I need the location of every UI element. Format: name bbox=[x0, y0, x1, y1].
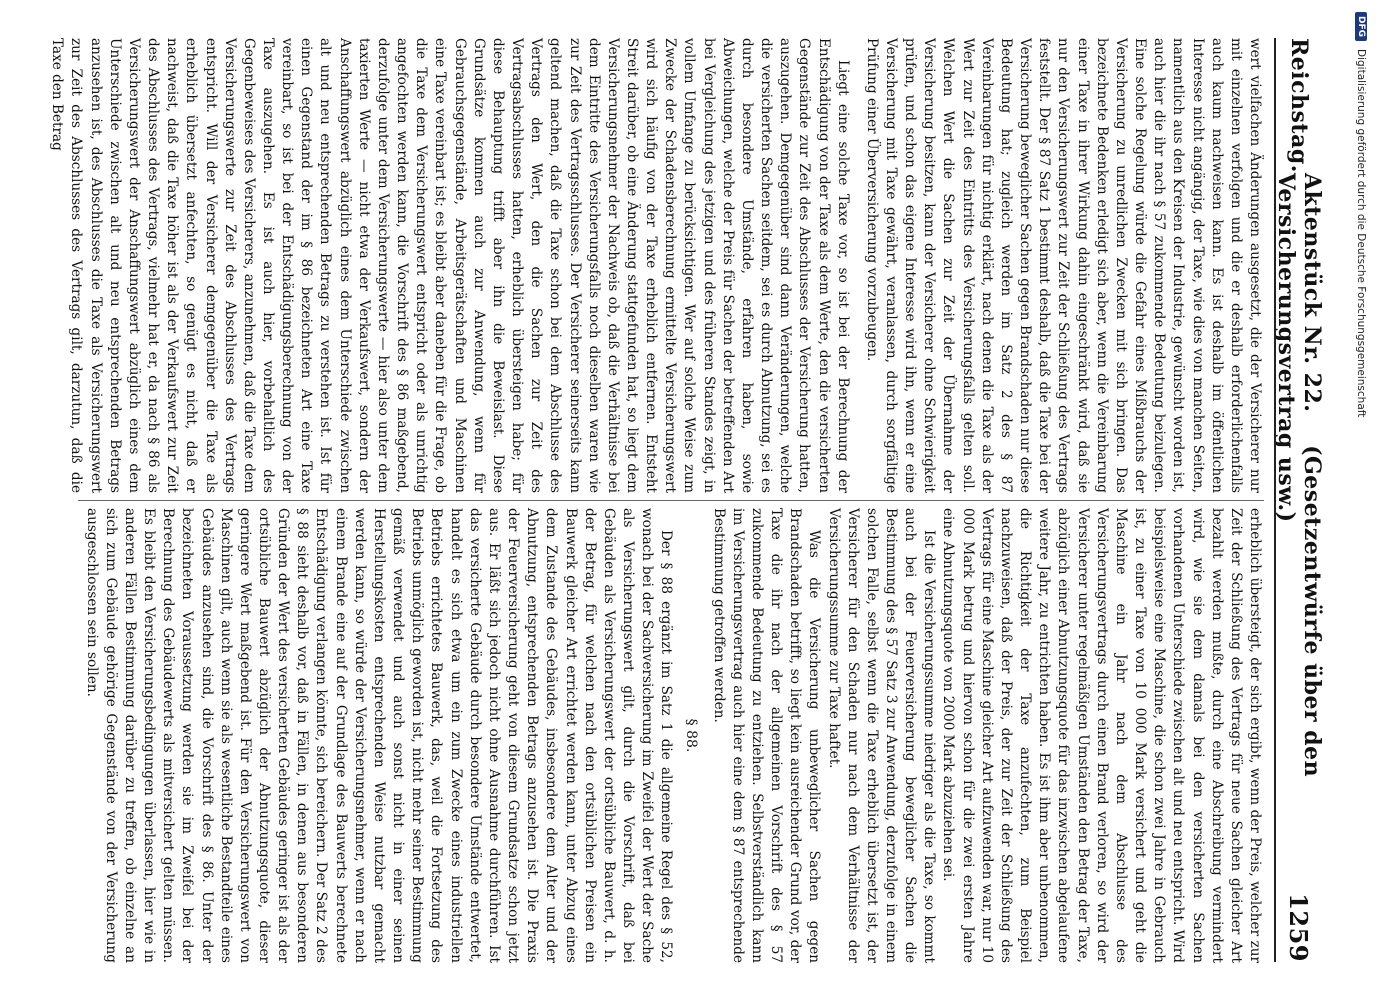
page-number: 1259 bbox=[1284, 893, 1314, 962]
dfg-logo: DFG bbox=[1355, 12, 1367, 41]
header-subtitle: (Gesetzentwürfe über den Versicherungsvertrag usw.) bbox=[1273, 172, 1325, 778]
paragraph: wert vielfachen Änderungen ausgesetzt, die der Versicherer nur mit einzelnen verfolgen und die er deshalb erforderlichenfalls auch kaum nachweisen kann. Es ist deshalb im öffentlichen Interesse nicht angängig, der Taxe, wie dies von manchen Seiten, namentlich aus den Kreisen der Industrie, gewünscht worden ist, auch hier die ihr nach § 57 zukommende Bedeutung beizulegen. Eine solche Regelung würde die Gefahr eines Mißbrauchs der Versicherung zu unredlichen Zwecken mit sich bringen. Das bezeichnete Bedenken erledigt sich aber, wenn die Vereinbarung einer Taxe in ihrer Wirkung dahin eingeschränkt wird, daß sie nur den Versicherungswert zur Zeit der Schließung des Vertrags feststellt. Der § 87 Satz 1 bestimmt deshalb, daß die Taxe bei der Versicherung beweglicher Sachen gegen Brandschaden nur diese Bedeutung hat; zugleich werden im Satz 2 des § 87 Vereinbarungen für nichtig erklärt, nach denen die Taxe als der Wert zur Zeit des Eintritts des Versicherungsfalls gelten soll. Welchen Wert die Sachen zur Zeit der Übernahme der Versicherung besitzen, kann der Versicherer ohne Schwierigkeit prüfen, und schon das eigene Interesse wird ihn, wenn er eine Versicherung mit Taxe gewährt, veranlassen, durch sorgfältige Prüfung einer Überversicherung vorzubeugen. bbox=[863, 38, 1263, 493]
paragraph: Ist die Versicherungssumme niedriger als die Taxe, so kommt auch bei der Feuerversicherung beweglicher Sachen die Bestimmung des § 57 Satz 3 zur Anwendung, derzufolge in einem solchen Falle, selbst wenn die Taxe erheblich übersetzt ist, der Versicherer für den Schaden nur nach dem Verhältnisse der Versicherungssumme zur Taxe haftet. bbox=[825, 508, 938, 963]
paragraph: erheblich übersteigt, der sich ergibt, wenn der Preis, welcher zur Zeit der Schließung des Vertrags für neue Sachen gleicher Art bezahlt werden mußte, durch eine Abschreibung vermindert wird, wie sie dem damals bei den versicherten Sachen vorhandenen Unterschiede zwischen alt und neu entspricht. Wird beispielsweise eine Maschine, die schon zwei Jahre in Gebrauch ist, zu einer Taxe von 10 000 Mark versichert und geht die Maschine ein Jahr nach dem Abschlusse des Versicherungsvertrags durch einen Brand verloren, so wird der Versicherer unter regelmäßigen Umständen den Betrag der Taxe, abzüglich einer Abnutzungsquote für das inzwischen abgelaufene weitere Jahr, zu entrichten haben. Es ist ihm aber unbenommen, die Richtigkeit der Taxe anzufechten, zum Beispiel nachzuweisen, daß der Preis, der zur Zeit der Schließung des Vertrags für eine Maschine gleicher Art aufzuwenden war, nur 10 000 Mark betrug und hiervon schon für die zwei ersten Jahre eine Abnutzungsquote von 2000 Mark abzuziehen sei. bbox=[940, 508, 1263, 963]
header-center bbox=[1273, 173, 1325, 893]
column-divider bbox=[78, 500, 1264, 501]
document-page bbox=[49, 30, 1325, 970]
right-column bbox=[78, 508, 1264, 963]
left-column bbox=[49, 38, 1264, 493]
running-header bbox=[1273, 38, 1325, 962]
paragraph: Liegt eine solche Taxe vor, so ist bei der Berechnung der Entschädigung von der Taxe als dem Werte, den die versicherten Gegenstände zur Zeit des Abschlusses der Versicherung hatten, auszugehen. Demgegenüber sind dann Veränderungen, welche die versicherten Sachen seitdem, sei es durch Abnutzung, sei es durch besondere Umstände, erfahren haben, sowie Abweichungen, welche der Preis für Sachen der betreffenden Art bei Vergleichung des jetzigen und des früheren Standes zeigt, in vollem Umfange zu berücksichtigen. Wer auf solche Weise zum Zwecke der Schadensberechnung ermittelte Versicherungswert wird sich häufig von der Taxe erheblich entfernen. Entsteht Streit darüber, ob eine Änderung stattgefunden hat, so liegt dem Versicherungsnehmer der Nachweis ob, daß die Verhältnisse bei dem Eintritte des Versicherungsfalls noch dieselben waren wie zur Zeit des Vertragsschlusses. Der Versicherer seinerseits kann geltend machen, daß die Taxe schon bei dem Abschlusse des Vertrags den Wert, den die Sachen zur Zeit des Vertragsabschlusses hatten, erheblich übersteigen habe; für diese Behauptung trifft aber ihn die Beweislast. Diese Grundsätze kommen auch zur Anwendung, wenn für Gebrauchsgegenstände, Arbeitsgerätschaften und Maschinen eine Taxe vereinbart ist; es bleibt aber daneben für die Frage, ob die Taxe dem Versicherungswert entspricht oder als unrichtig angefochten werden kann, die Vorschrift des § 86 maßgebend, derzufolge unter dem Versicherungswerte — hier also unter dem taxierten Werte — nicht etwa der Verkaufswert, sondern der Anschaffungswert abzüglich eines dem Unterschiede zwischen alt und neu entsprechenden Betrags zu verstehen ist. Ist für einen Gegenstand der im § 86 bezeichneten Art eine Taxe vereinbart, so ist bei der Entschädigungsberechnung von der Taxe auszugehen. Es ist auch hier, vorbehaltlich des Gegenbeweises des Versicherers, anzunehmen, daß die Taxe dem Versicherungswerte zur Zeit des Abschlusses des Vertrags entspricht. Will der Versicherer demgegenüber die Taxe als erheblich übersetzt anfechten, so genügt es nicht, daß er nachweist, daß die Taxe höher ist als der Verkaufswert zur Zeit des Abschlusses des Vertrags, vielmehr hat er, da nach § 86 als Versicherungswert der Anschaffungswert abzüglich eines dem Unterschiede zwischen alt und neu entsprechenden Betrags anzusehen ist, des Abschlusses die Taxe als Versicherungswert zur Zeit des Abschlusses des Vertrags gilt, darzutun, daß die Taxe den Betrag bbox=[49, 38, 851, 493]
header-left: Reichstag. bbox=[1286, 38, 1312, 173]
digitization-note bbox=[1354, 12, 1368, 752]
paragraph: Was die Versicherung unbeweglicher Sachen gegen Brandschaden betrifft, so liegt kein ausreichender Grund vor, der Taxe die ihr nach der allgemeinen Vorschrift des § 57 zukommende Bedeutung zu entziehen. Selbstverständlich kann im Versicherungsvertrag auch hier eine dem § 87 entsprechende Bestimmung getroffen werden. bbox=[710, 508, 823, 963]
paragraph: Der § 88 ergänzt im Satz 1 die allgemeine Regel des § 52, wonach bei der Sachversicherung im Zweifel der Wert der Sache als Versicherungswert gilt, durch die Vorschrift, daß bei Gebäuden als Versicherungswert der ortsübliche Bauwert, d. h. der Betrag, für welchen nach den ortsüblichen Preisen ein Bauwerk gleicher Art errichtet werden kann, unter Abzug eines dem Zustande des Gebäudes, insbesondere dem Alter und der Abnutzung, entsprechenden Betrags anzusehen ist. Die Praxis der Feuerversicherung geht von diesem Grundsatze schon jetzt aus. Er läßt sich jedoch nicht ohne Ausnahme durchführen. Ist das versicherte Gebäude durch besondere Umstände entwertet, handelt es sich etwa um ein zum Zwecke eines industriellen Betriebs errichtetes Bauwerk, das, weil die Fortsetzung des Betriebs unmöglich geworden ist, nicht mehr seiner Bestimmung gemäß verwendet und auch sonst nicht in einer seinen Herstellungskosten entsprechenden Weise nutzbar gemacht werden kann, so würde der Versicherungsnehmer, wenn er nach einem Brande eine auf der Grundlage des Bauwerts berechnete Entschädigung verlangen könnte, sich bereichern. Der Satz 2 des § 88 sieht deshalb vor, daß in Fällen, in denen aus besonderen Gründen der Wert des versicherten Gebäudes geringer ist als der ortsübliche Bauwert abzüglich der Abnutzungsquote, dieser geringere Wert maßgebend ist. Für den Versicherungswert von Maschinen gilt, auch wenn sie als wesentliche Bestandteile eines Gebäudes anzusehen sind, die Vorschrift des § 86. Unter der bezeichneten Voraussetzung werden sie im Zweifel bei der Berechnung des Gebäudewerts als mitversichert gelten müssen. Es bleibt den Versicherungsbedingungen überlassen, hier wie in anderen Fällen Bestimmung darüber zu treffen, ob einzelne an sich zum Gebäude gehörige Gegenstände von der Versicherung ausgeschlossen sein sollen. bbox=[83, 508, 675, 963]
header-rule bbox=[1274, 38, 1276, 962]
digitization-note-text: Digitalisierung gefördert durch die Deutsche Forschungsgemeinschaft bbox=[1355, 49, 1367, 418]
header-document-number: Aktenstück Nr. 22. bbox=[1299, 172, 1325, 413]
section-heading: § 88. bbox=[683, 718, 700, 753]
